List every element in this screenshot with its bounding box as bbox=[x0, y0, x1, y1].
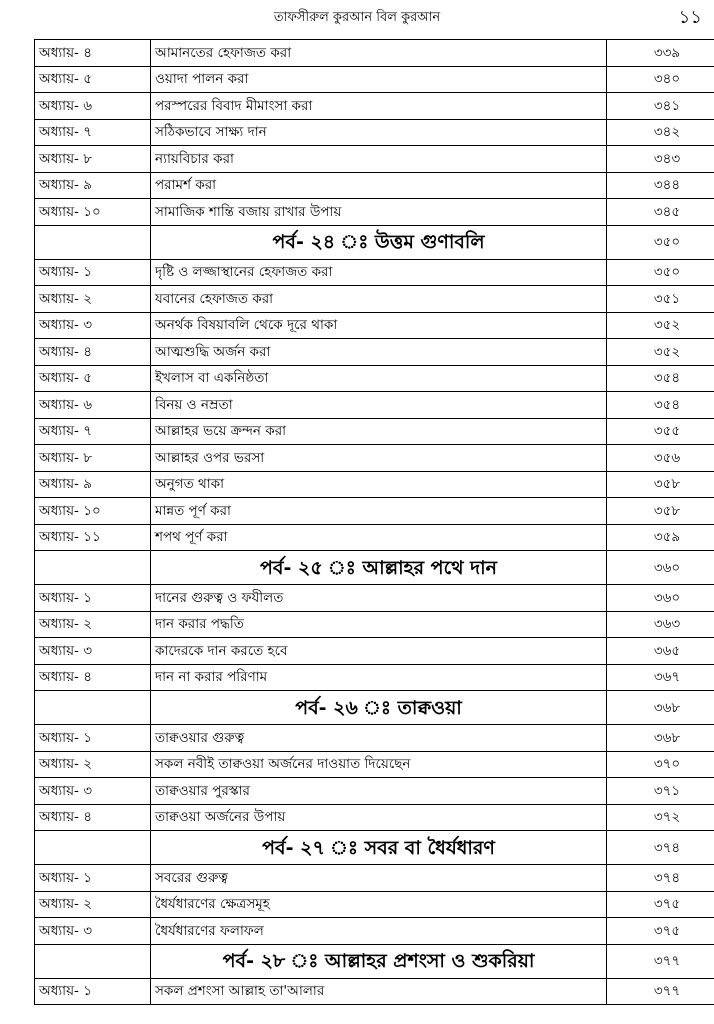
chapter-title-cell: ওয়াদা পালন করা bbox=[151, 66, 607, 93]
part-heading-row bbox=[35, 831, 714, 865]
chapter-title-cell: সকল প্রশংসা আল্লাহ তা'আলার bbox=[151, 978, 607, 1005]
chapter-title-cell: দান করার পদ্ধতি bbox=[151, 611, 607, 638]
chapter-row bbox=[35, 286, 714, 313]
chapter-number-cell: অধ্যায়- ৯ bbox=[35, 172, 151, 199]
chapter-number-cell: অধ্যায়- ২ bbox=[35, 286, 151, 313]
chapter-number-cell bbox=[35, 551, 151, 585]
page-number-cell: ৩৫০ bbox=[607, 259, 714, 286]
chapter-number-cell: অধ্যায়- ৩ bbox=[35, 312, 151, 339]
chapter-row bbox=[35, 664, 714, 691]
chapter-title-cell: দানের গুরুত্ব ও ফযীলত bbox=[151, 585, 607, 612]
chapter-row bbox=[35, 199, 714, 226]
page-number-cell: ৩৫০ bbox=[607, 225, 714, 259]
chapter-title-cell: আমানতের হেফাজত করা bbox=[151, 40, 607, 67]
page-number-cell: ৩৭৪ bbox=[607, 865, 714, 892]
page-number-cell: ৩৭২ bbox=[607, 804, 714, 831]
page-number-cell: ৩৫৪ bbox=[607, 365, 714, 392]
chapter-row bbox=[35, 40, 714, 67]
chapter-title-cell: সঠিকভাবে সাক্ষ্য দান bbox=[151, 119, 607, 146]
chapter-title-cell: ইখলাস বা একনিষ্ঠতা bbox=[151, 365, 607, 392]
chapter-row bbox=[35, 611, 714, 638]
table-of-contents bbox=[34, 39, 714, 1005]
chapter-row bbox=[35, 498, 714, 525]
chapter-row bbox=[35, 524, 714, 551]
page-number-cell: ৩৫২ bbox=[607, 339, 714, 366]
page-number-cell: ৩৬৫ bbox=[607, 638, 714, 665]
chapter-row bbox=[35, 445, 714, 472]
chapter-number-cell: অধ্যায়- ১ bbox=[35, 585, 151, 612]
chapter-number-cell: অধ্যায়- ৯ bbox=[35, 471, 151, 498]
chapter-title-cell: তাক্বওয়ার গুরুত্ব bbox=[151, 725, 607, 752]
chapter-row bbox=[35, 585, 714, 612]
chapter-number-cell: অধ্যায়- ৩ bbox=[35, 918, 151, 945]
page-number-cell: ৩৪০ bbox=[607, 66, 714, 93]
chapter-row bbox=[35, 638, 714, 665]
page-number-cell: ৩৬০ bbox=[607, 551, 714, 585]
part-heading-row bbox=[35, 225, 714, 259]
chapter-row bbox=[35, 891, 714, 918]
page-number-cell: ৩৫৯ bbox=[607, 524, 714, 551]
part-title-cell: পর্ব- ২৮ ঃ আল্লাহর প্রশংসা ও শুকরিয়া bbox=[151, 944, 607, 978]
chapter-number-cell bbox=[35, 225, 151, 259]
chapter-row bbox=[35, 778, 714, 805]
chapter-number-cell bbox=[35, 691, 151, 725]
chapter-number-cell: অধ্যায়- ৮ bbox=[35, 445, 151, 472]
chapter-title-cell: আল্লাহর ওপর ভরসা bbox=[151, 445, 607, 472]
page-number-cell: ৩৭৪ bbox=[607, 831, 714, 865]
chapter-title-cell: আত্মশুদ্ধি অর্জন করা bbox=[151, 339, 607, 366]
part-heading-row bbox=[35, 691, 714, 725]
chapter-title-cell: তাক্বওয়ার পুরস্কার bbox=[151, 778, 607, 805]
book-title: তাফসীরুল কুরআন বিল কুরআন bbox=[273, 10, 441, 25]
chapter-title-cell: ধৈর্যধারণের ক্ষেত্রসমূহ bbox=[151, 891, 607, 918]
chapter-row bbox=[35, 172, 714, 199]
chapter-number-cell: অধ্যায়- ১ bbox=[35, 865, 151, 892]
chapter-number-cell: অধ্যায়- ৩ bbox=[35, 638, 151, 665]
chapter-row bbox=[35, 146, 714, 173]
toc-body bbox=[35, 40, 714, 1005]
chapter-number-cell: অধ্যায়- ৬ bbox=[35, 93, 151, 120]
chapter-number-cell: অধ্যায়- ৬ bbox=[35, 392, 151, 419]
chapter-title-cell: যবানের হেফাজত করা bbox=[151, 286, 607, 313]
chapter-title-cell: অনর্থক বিষয়াবলি থেকে দূরে থাকা bbox=[151, 312, 607, 339]
page-number-cell: ৩৩৯ bbox=[607, 40, 714, 67]
chapter-row bbox=[35, 259, 714, 286]
part-title-cell: পর্ব- ২৭ ঃ সবর বা ধৈর্যধারণ bbox=[151, 831, 607, 865]
page-number-cell: ৩৫২ bbox=[607, 312, 714, 339]
chapter-title-cell: দৃষ্টি ও লজ্জাস্থানের হেফাজত করা bbox=[151, 259, 607, 286]
page-number-cell: ৩৬৮ bbox=[607, 691, 714, 725]
chapter-number-cell: অধ্যায়- ১ bbox=[35, 978, 151, 1005]
page-number-cell: ৩৭৭ bbox=[607, 944, 714, 978]
page-number-cell: ৩৭৭ bbox=[607, 978, 714, 1005]
chapter-number-cell: অধ্যায়- ৫ bbox=[35, 365, 151, 392]
chapter-number-cell: অধ্যায়- ৪ bbox=[35, 40, 151, 67]
chapter-number-cell: অধ্যায়- ১ bbox=[35, 259, 151, 286]
page-number-cell: ৩৫৬ bbox=[607, 445, 714, 472]
part-title-cell: পর্ব- ২৬ ঃ তাক্বওয়া bbox=[151, 691, 607, 725]
chapter-number-cell: অধ্যায়- ৪ bbox=[35, 804, 151, 831]
page-number-cell: ৩৭৫ bbox=[607, 891, 714, 918]
chapter-title-cell: সবরের গুরুত্ব bbox=[151, 865, 607, 892]
page-number-cell: ৩৫৪ bbox=[607, 392, 714, 419]
chapter-number-cell: অধ্যায়- ৫ bbox=[35, 66, 151, 93]
chapter-title-cell: ধৈর্যধারণের ফলাফল bbox=[151, 918, 607, 945]
page-number-cell: ৩৪১ bbox=[607, 93, 714, 120]
chapter-row bbox=[35, 392, 714, 419]
page-number-cell: ৩৭০ bbox=[607, 751, 714, 778]
chapter-number-cell: অধ্যায়- ২ bbox=[35, 891, 151, 918]
chapter-title-cell: সকল নবীই তাক্বওয়া অর্জনের দাওয়াত দিয়েছেন bbox=[151, 751, 607, 778]
page-number-cell: ৩৭৫ bbox=[607, 918, 714, 945]
chapter-number-cell: অধ্যায়- ১ bbox=[35, 725, 151, 752]
chapter-title-cell: কাদেরকে দান করতে হবে bbox=[151, 638, 607, 665]
chapter-title-cell: পরস্পরের বিবাদ মীমাংসা করা bbox=[151, 93, 607, 120]
chapter-number-cell: অধ্যায়- ৩ bbox=[35, 778, 151, 805]
page-number-cell: ৩৫৮ bbox=[607, 498, 714, 525]
running-header bbox=[0, 7, 714, 31]
chapter-number-cell: অধ্যায়- ৭ bbox=[35, 119, 151, 146]
chapter-row bbox=[35, 119, 714, 146]
chapter-number-cell: অধ্যায়- ৮ bbox=[35, 146, 151, 173]
chapter-row bbox=[35, 725, 714, 752]
chapter-row bbox=[35, 418, 714, 445]
chapter-title-cell: আল্লাহর ভয়ে ক্রন্দন করা bbox=[151, 418, 607, 445]
part-heading-row bbox=[35, 551, 714, 585]
chapter-number-cell: অধ্যায়- ১০ bbox=[35, 498, 151, 525]
chapter-title-cell: সামাজিক শান্তি বজায় রাখার উপায় bbox=[151, 199, 607, 226]
chapter-number-cell: অধ্যায়- ১১ bbox=[35, 524, 151, 551]
page-number-cell: ৩৪৩ bbox=[607, 146, 714, 173]
chapter-row bbox=[35, 978, 714, 1005]
chapter-number-cell: অধ্যায়- ৪ bbox=[35, 339, 151, 366]
chapter-row bbox=[35, 804, 714, 831]
part-title-cell: পর্ব- ২৫ ঃ আল্লাহর পথে দান bbox=[151, 551, 607, 585]
chapter-title-cell: বিনয় ও নম্রতা bbox=[151, 392, 607, 419]
chapter-title-cell: পরামর্শ করা bbox=[151, 172, 607, 199]
page-number-cell: ৩৫৮ bbox=[607, 471, 714, 498]
chapter-row bbox=[35, 751, 714, 778]
page-number-cell: ৩৫১ bbox=[607, 286, 714, 313]
chapter-title-cell: অনুগত থাকা bbox=[151, 471, 607, 498]
chapter-row bbox=[35, 865, 714, 892]
chapter-number-cell: অধ্যায়- ২ bbox=[35, 751, 151, 778]
chapter-row bbox=[35, 66, 714, 93]
chapter-number-cell bbox=[35, 831, 151, 865]
chapter-row bbox=[35, 365, 714, 392]
page-number-cell: ৩৪২ bbox=[607, 119, 714, 146]
chapter-title-cell: তাক্বওয়া অর্জনের উপায় bbox=[151, 804, 607, 831]
page-number-cell: ৩৬৮ bbox=[607, 725, 714, 752]
chapter-number-cell: অধ্যায়- ২ bbox=[35, 611, 151, 638]
page-number-cell: ৩৪৪ bbox=[607, 172, 714, 199]
chapter-number-cell: অধ্যায়- ১০ bbox=[35, 199, 151, 226]
page-number-cell: ৩৪৫ bbox=[607, 199, 714, 226]
page-number-cell: ৩৬৩ bbox=[607, 611, 714, 638]
chapter-row bbox=[35, 93, 714, 120]
page-number: ১১ bbox=[678, 7, 702, 28]
page-number-cell: ৩৭১ bbox=[607, 778, 714, 805]
chapter-number-cell: অধ্যায়- ৭ bbox=[35, 418, 151, 445]
chapter-number-cell: অধ্যায়- ৪ bbox=[35, 664, 151, 691]
chapter-title-cell: ন্যায়বিচার করা bbox=[151, 146, 607, 173]
page-number-cell: ৩৬০ bbox=[607, 585, 714, 612]
chapter-number-cell bbox=[35, 944, 151, 978]
chapter-row bbox=[35, 471, 714, 498]
part-title-cell: পর্ব- ২৪ ঃ উত্তম গুণাবলি bbox=[151, 225, 607, 259]
chapter-row bbox=[35, 918, 714, 945]
chapter-title-cell: শপথ পূর্ণ করা bbox=[151, 524, 607, 551]
chapter-title-cell: মান্নত পূর্ণ করা bbox=[151, 498, 607, 525]
page-number-cell: ৩৬৭ bbox=[607, 664, 714, 691]
chapter-title-cell: দান না করার পরিণাম bbox=[151, 664, 607, 691]
chapter-row bbox=[35, 339, 714, 366]
page-number-cell: ৩৫৫ bbox=[607, 418, 714, 445]
part-heading-row bbox=[35, 944, 714, 978]
chapter-row bbox=[35, 312, 714, 339]
